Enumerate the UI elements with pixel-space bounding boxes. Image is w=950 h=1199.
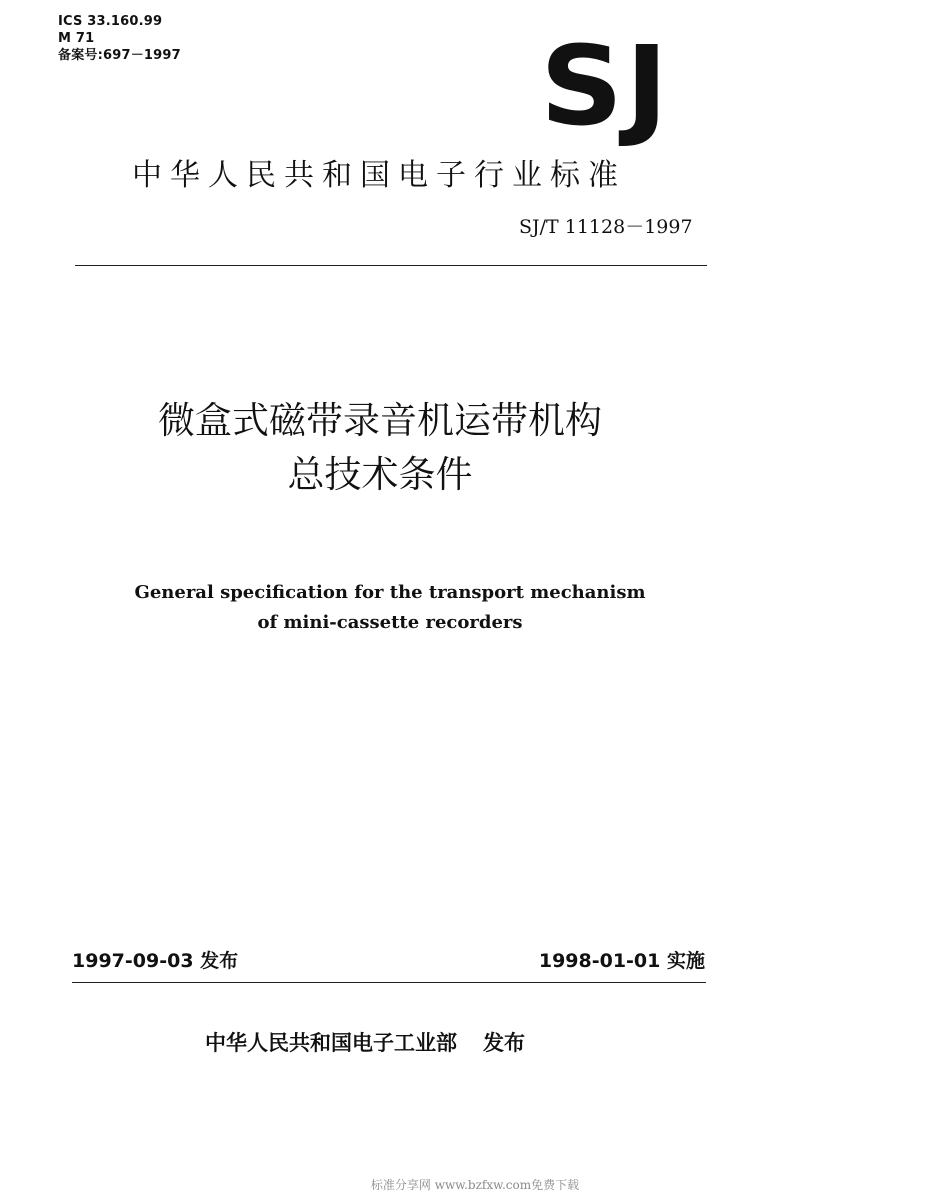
ics-code: ICS 33.160.99: [58, 14, 163, 29]
issue-date: 1997-09-03 发布: [72, 950, 239, 972]
publisher-name: 中华人民共和国电子工业部: [205, 1031, 457, 1055]
top-divider: [75, 265, 707, 266]
publisher-line: [205, 1027, 525, 1057]
title-cn-line-1: 微盒式磁带录音机运带机构: [158, 399, 602, 442]
record-number: 备案号:697－1997: [58, 48, 181, 63]
header-meta: [58, 13, 181, 64]
sj-logo: SJ: [540, 22, 671, 150]
bottom-divider: [72, 982, 706, 983]
title-en-line-1: General specification for the transport mechanism: [134, 582, 646, 603]
implementation-date: 1998-01-01 实施: [538, 950, 705, 972]
publisher-verb: 发布: [483, 1031, 525, 1055]
watermark-footer: 标准分享网 www.bzfxw.com免费下载: [370, 1178, 580, 1192]
standard-code: SJ/T 11128－1997: [519, 216, 693, 238]
document-title-cn: [100, 394, 660, 502]
category-code: M 71: [58, 31, 95, 46]
document-title-en: [120, 578, 660, 638]
title-en-line-2: of mini-cassette recorders: [257, 612, 523, 633]
standard-title: 中华人民共和国电子行业标准: [132, 158, 626, 193]
title-cn-line-2: 总技术条件: [287, 453, 473, 496]
